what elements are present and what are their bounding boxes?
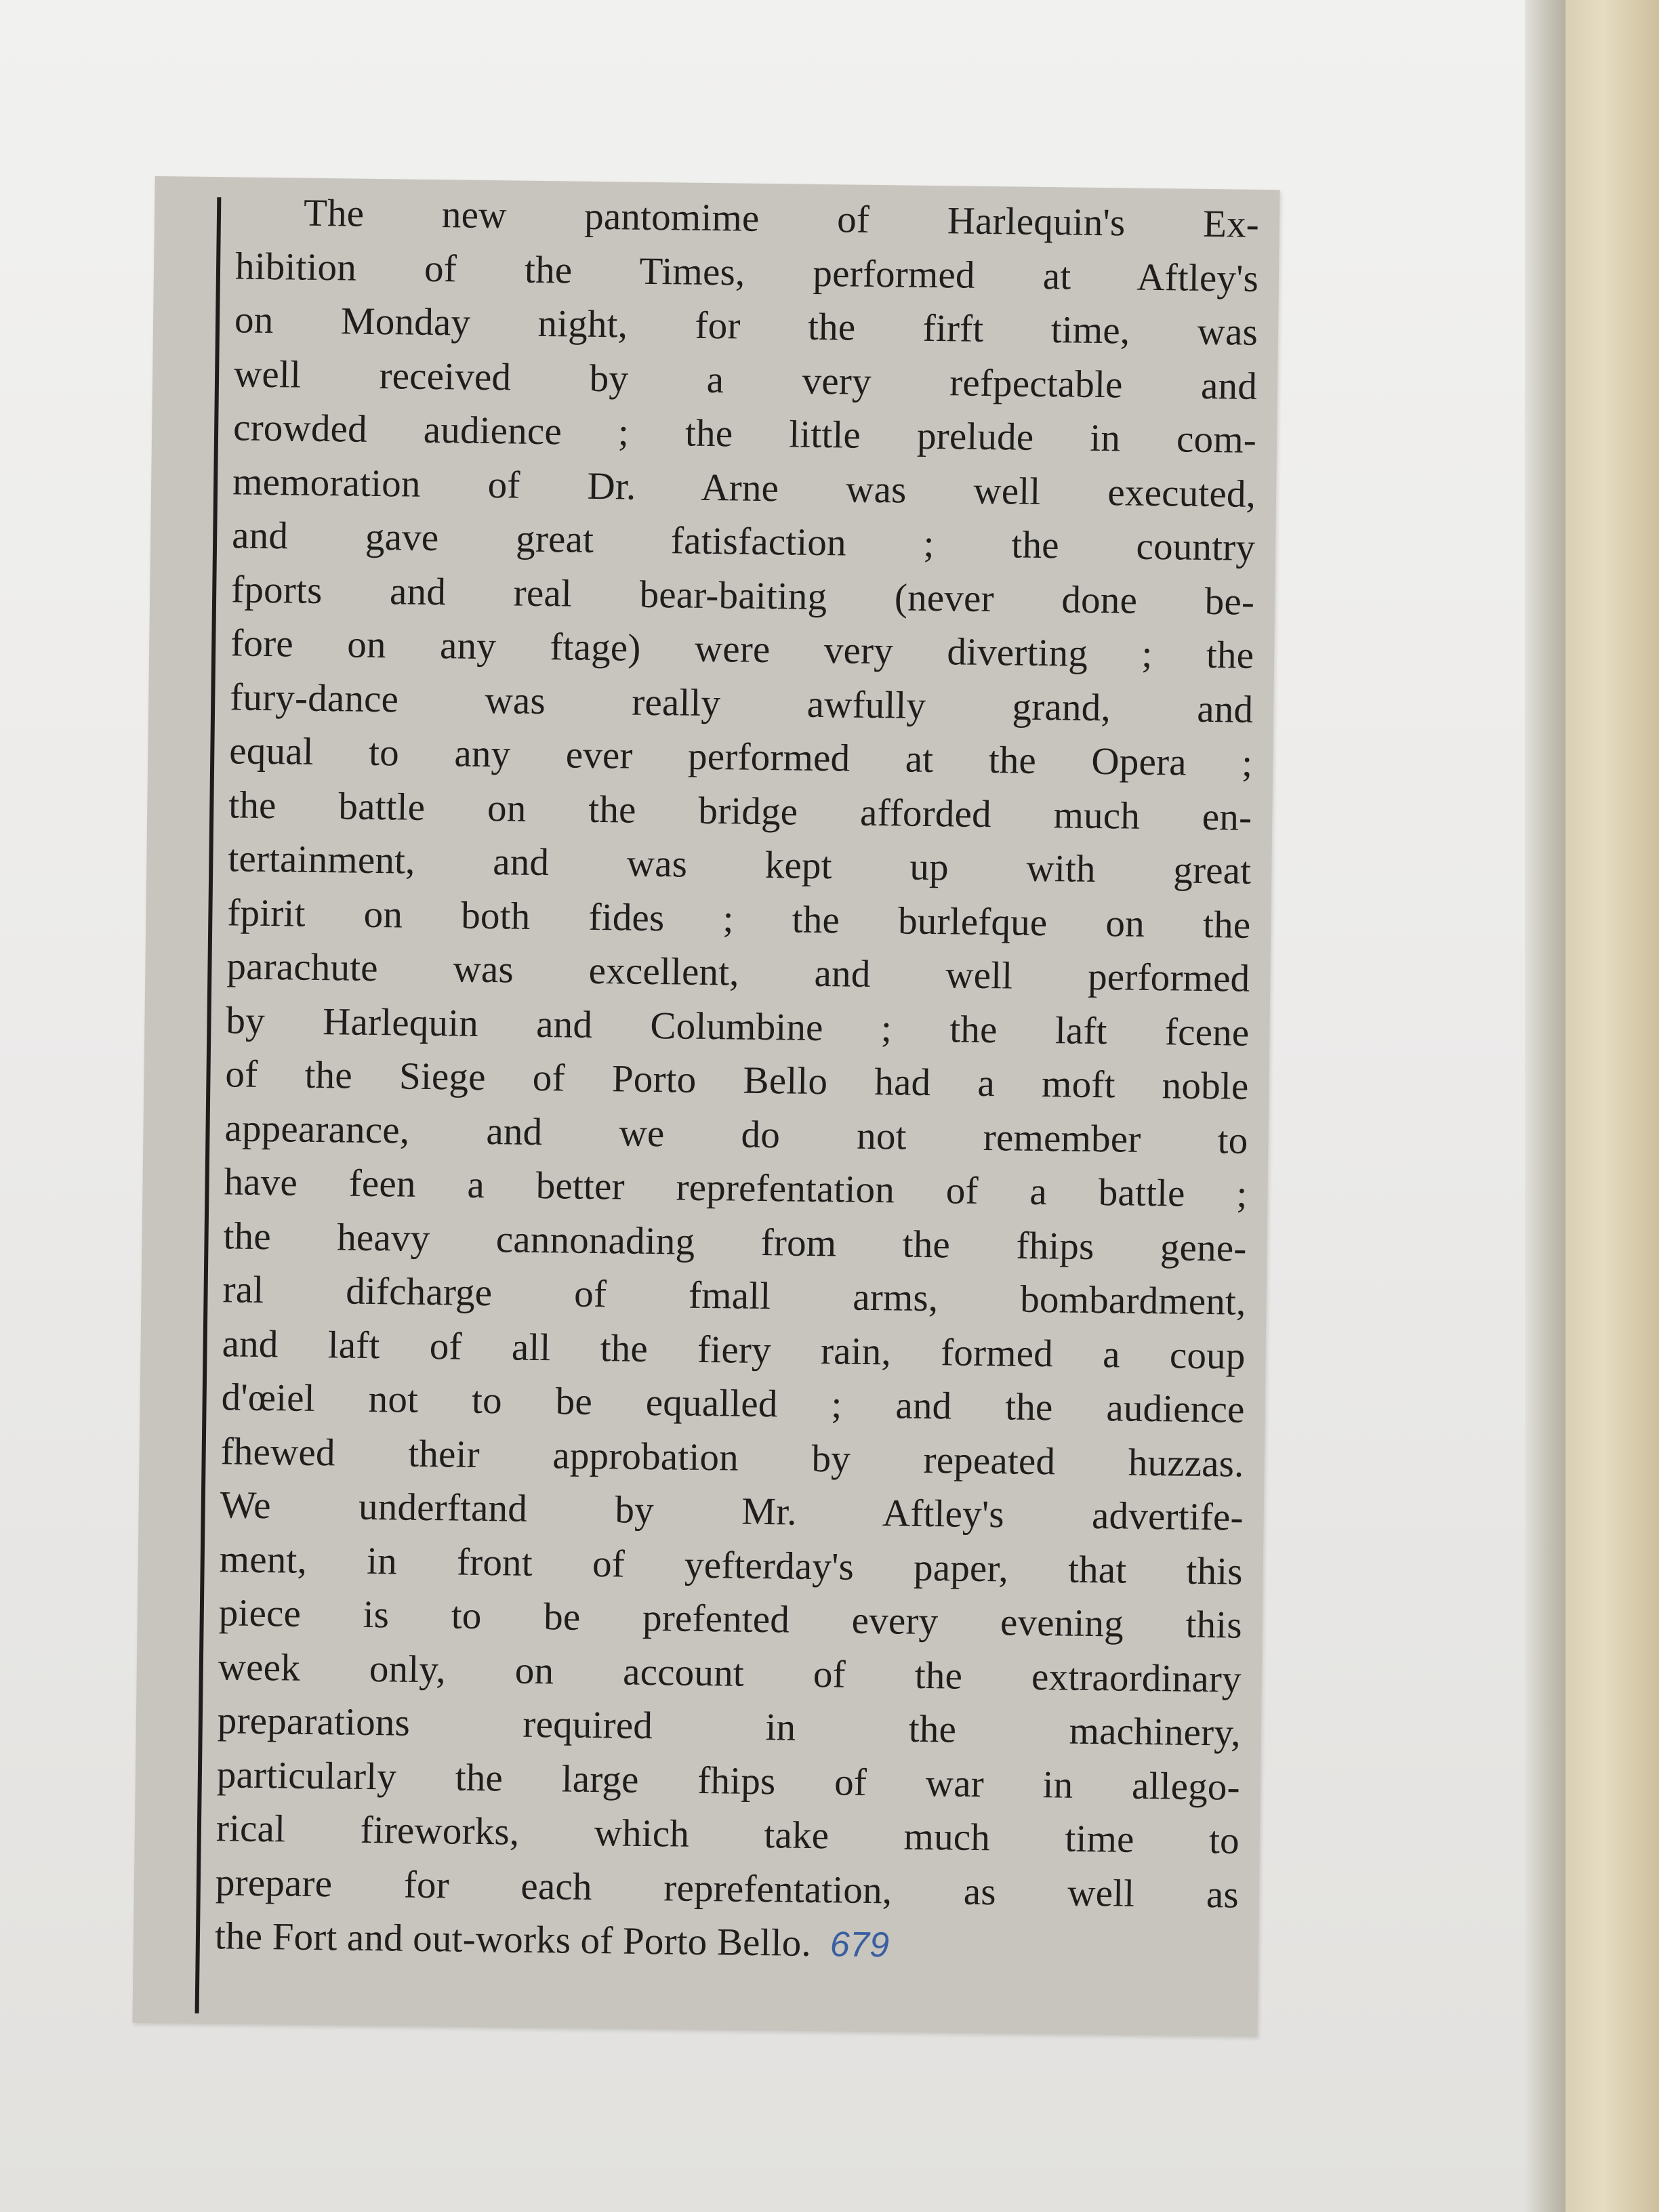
text-line: d'œiel not to be equalled ; and the audience	[221, 1376, 1245, 1431]
folio-number: 679	[830, 1925, 890, 1965]
page-edges	[1565, 0, 1659, 2212]
text-line: ment, in front of yefterday's paper, that this	[219, 1537, 1244, 1593]
book-gutter	[1525, 0, 1565, 2212]
text-line: We underftand by Mr. Aftley's advertife-	[220, 1483, 1244, 1539]
text-line: prepare for each reprefentation, as well as	[215, 1860, 1240, 1917]
clipping-text	[215, 185, 1260, 1975]
text-line: have feen a better reprefentation of a battle ;	[224, 1160, 1248, 1216]
text-line: the Fort and out-works of Porto Bello.	[214, 1914, 812, 1965]
text-line: hibition of the Times, performed at Aftley's	[234, 244, 1259, 300]
text-line: fury-dance was really awfully grand, and	[229, 675, 1254, 731]
text-line: fpirit on both fides ; the burlefque on the	[227, 890, 1251, 947]
text-line: fports and real bear-baiting (never done be-	[230, 567, 1255, 623]
text-line: preparations required in the machinery,	[217, 1699, 1242, 1755]
text-line: rical fireworks, which take much time to	[216, 1807, 1240, 1862]
text-line: parachute was excellent, and well performed	[226, 945, 1250, 1000]
text-line: The new pantomime of Harlequin's Ex-	[303, 191, 1260, 246]
newspaper-clipping	[132, 176, 1279, 2036]
text-line: on Monday night, for the firft time, was	[234, 298, 1258, 354]
text-line: appearance, and we do not remember to	[224, 1106, 1248, 1162]
text-line: piece is to be prefented every evening this	[218, 1591, 1243, 1647]
text-line: and gave great fatisfaction ; the country	[231, 514, 1256, 569]
text-line: crowded audience ; the little prelude in com-	[232, 406, 1257, 462]
text-line: by Harlequin and Columbine ; the laft fcene	[226, 998, 1250, 1054]
text-line: week only, on account of the extraordinary	[218, 1645, 1242, 1701]
text-line: of the Siege of Porto Bello had a moft noble	[225, 1052, 1249, 1108]
text-line: particularly the large fhips of war in allego-	[216, 1753, 1241, 1809]
text-line: memoration of Dr. Arne was well executed,	[232, 459, 1256, 516]
text-line: the heavy cannonading from the fhips gene-	[223, 1214, 1247, 1270]
text-line: fore on any ftage) were very diverting ; the	[230, 621, 1254, 677]
text-line: fhewed their approbation by repeated huzzas.	[220, 1429, 1245, 1486]
text-line: ral difcharge of fmall arms, bombardment,	[222, 1268, 1246, 1324]
text-line: and laft of all the fiery rain, formed a coup	[222, 1322, 1246, 1378]
text-line: equal to any ever performed at the Opera ;	[228, 729, 1253, 785]
text-line: well received by a very refpectable and	[233, 352, 1258, 408]
text-line: the battle on the bridge afforded much en-	[228, 783, 1252, 839]
text-line: tertainment, and was kept up with great	[228, 837, 1252, 893]
